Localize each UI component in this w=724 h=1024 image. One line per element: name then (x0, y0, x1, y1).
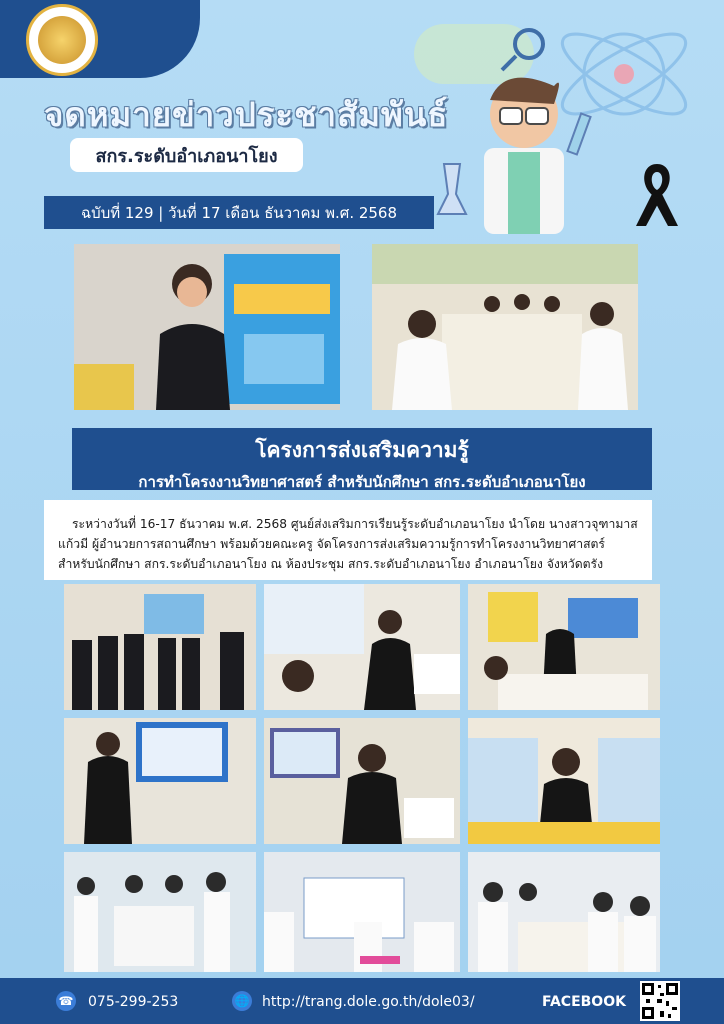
photo-students-seated (372, 244, 638, 410)
photo-grid-1 (64, 584, 256, 710)
project-subtitle: การทำโครงงานวิทยาศาสตร์ สำหรับนักศึกษา สกร.ระดับอำเภอนาโยง (138, 473, 586, 491)
project-title: โครงการส่งเสริมความรู้ (255, 438, 469, 462)
news-body-text: ระหว่างวันที่ 16-17 ธันวาคม พ.ศ. 2568 ศูนย์ส่งเสริมการเรียนรู้ระดับอำเภอนาโยง นำโดย นางสาวจุฑามาส แก้วมี ผู้อำนวยการสถานศึกษา พร้อมด้วยคณะครู จัดโครงการส่งเสริมความรู้การทำโครงงานวิทยาศาสตร์ สำหรับนักศึกษา สกร.ระดับอำเภอนาโยง ณ ห้องประชุม สกร.ระดับอำเภอนาโยง อำเภอนาโยง จังหวัดตรัง (44, 500, 652, 580)
footer-facebook[interactable]: FACEBOOK (542, 994, 626, 1010)
footer-website[interactable]: http://trang.dole.go.th/dole03/ (262, 994, 475, 1010)
photo-grid-9 (468, 852, 660, 972)
photo-grid-4 (64, 718, 256, 844)
globe-icon: 🌐 (232, 991, 252, 1011)
footer-bar (0, 978, 724, 1024)
mourning-ribbon-icon (630, 160, 684, 230)
photo-grid-3 (468, 584, 660, 710)
photo-grid-2 (264, 584, 460, 710)
qr-code (640, 981, 680, 1021)
photo-grid-6 (468, 718, 660, 844)
agency-name-badge: สกร.ระดับอำเภอนาโยง (70, 138, 303, 172)
photo-grid-7 (64, 852, 256, 972)
photo-grid-5 (264, 718, 460, 844)
agency-logo (26, 4, 98, 76)
project-heading-banner (72, 428, 652, 490)
photo-speaker-presentation (74, 244, 340, 410)
phone-icon: ☎ (56, 991, 76, 1011)
photo-grid-8 (264, 852, 460, 972)
footer-phone: 075-299-253 (88, 994, 179, 1010)
newsletter-title: จดหมายข่าวประชาสัมพันธ์ (44, 95, 449, 134)
issue-date-banner: ฉบับที่ 129 | วันที่ 17 เดือน ธันวาคม พ.ศ. 2568 (44, 196, 434, 229)
